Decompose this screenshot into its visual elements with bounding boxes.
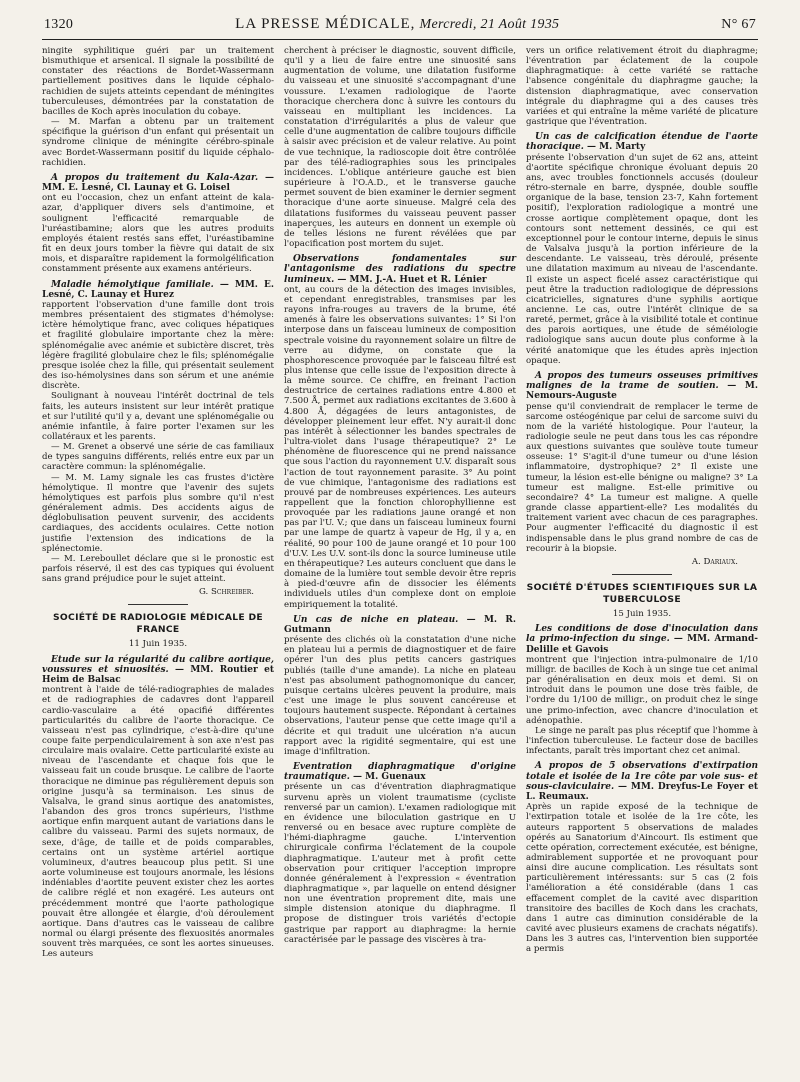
journal-title <box>235 16 559 33</box>
paragraph: — M. M. Lamy signale les cas frustes d'ictère hémolytique. Il montre que l'avenir des sujets hémolytiques est parfois plus sombre qu'il n'est généralement admis. Des accidents aigus de déglobulisation peuvent survenir, des accidents cardiaques, des accidents oculaires. Cette notion justifie l'extension des indications de la splénectomie. <box>42 472 274 554</box>
header-rule <box>42 39 758 40</box>
article-heading <box>42 280 274 300</box>
article-heading <box>284 762 516 782</box>
section-title: SOCIÉTÉ D'ÉTUDES SCIENTIFIQUES SUR LA TUBERCULOSE <box>526 582 758 606</box>
paragraph: présente des clichés où la constatation d'une niche en plateau lui a permis de diagnostiquer et de faire opérer l'un des plus petits cancers gastriques publiés (taille d'une amande). La niche en plateau n'est pas absolument pathognomonique du cancer, puisque certains ulcères peuvent la produire, mais c'est une image le plus souvent cancéreuse et toujours hautement suspecte. Répondant à certaines observations, l'auteur pense que cette image qu'il a décrite et qui traduit une ulcération n'a aucun rapport avec la rigidité segmentaire, qui est une image d'infiltration. <box>284 635 516 757</box>
article-heading <box>42 655 274 686</box>
paragraph: présente un cas d'éventration diaphragmatique survenu après un violent traumatisme (cycliste renversé par un camion). L'examen radiologique mit en évidence une biloculation gastrique en U renversé ou en besace avec rupture complète de l'hémi-diaphragme gauche. L'intervention chirurgicale confirma l'éclatement de la coupole diaphragmatique. L'auteur met à profit cette observation pour critiquer l'acception impropre donnée généralement à l'expression « éventration diaphragmatique », par laquelle on entend désigner non une éventration proprement dite, mais une simple distension atonique du diaphragme. Il propose de distinguer trois variétés d'ectopie gastrique par rapport au diaphragme: la hernie caractérisée par le passage des viscères à tra- <box>284 782 516 945</box>
section-date: 15 Juin 1935. <box>612 609 672 620</box>
article-authors: — MM. J.-A. Huet et R. Lénier <box>337 274 487 285</box>
article-heading <box>284 254 516 285</box>
article-authors: — MM. Armand-Delille et Gavois <box>526 634 759 655</box>
paragraph: rapportent l'observation d'une famille dont trois membres présentaient des stigmates d'hémolyse: ictère hémolytique franc, avec coliques hépatiques et fragilité globulaire importante chez la mère: splénomégalie avec anémie et subictère discret, très légère fragilité globulaire chez le fils; splénomégalie presque isolée chez la fille, qui présentait seulement des iso-hémolysines dans son sérum et une anémie discrète. <box>42 299 274 392</box>
article-authors: — M. Guenaux <box>353 772 426 783</box>
paragraph: ont eu l'occasion, chez un enfant atteint de kala-azar, d'appliquer divers sels d'antimoine, et soulignent l'efficacité remarquable de l'uréastibamine; alors que les autres produits employés étaient restés sans effet, l'uréastibamine fit en deux jours tomber la fièvre qui datait de six mois, et disparaître rapidement la formolgélification constamment présente aux examens antérieurs. <box>42 193 274 275</box>
article-heading <box>526 624 758 655</box>
signature: G. Schreiber. <box>198 587 254 598</box>
article-heading <box>526 132 758 152</box>
article-heading <box>42 173 274 193</box>
article-authors: — MM. Routier et Heim de Balsac <box>42 664 274 686</box>
paragraph: cherchent à préciser le diagnostic, souvent difficile, qu'il y a lieu de faire entre une sinuosité sans augmentation de volume, une dilatation fusiforme du vaisseau et une sinuosité s'accompagnant d'une voussure. L'examen radiologique de l'aorte thoracique cherchera donc à suivre les contours du vaisseau en multipliant les incidences. La constatation d'irrégularités a plus de valeur que celle d'une augmentation de calibre toujours difficile à saisir avec précision et de valeur relative. Au point de vue technique, la radioscopie doit être contrôlée par des télé-radiographies sous les principales incidences. L'oblique antérieure gauche est bien supérieure à l'O.A.D., et le transverse gauche permet souvent de bien examiner le dernier segment thoracique d'une aorte sinueuse. Malgré cela des dilatations fusiformes du vaisseau peuvent passer inaperçues, les auteurs en donnent un exemple où de telles lésions ne furent révélées que par l'opacification post mortem du sujet. <box>284 46 516 249</box>
article-authors: — M. R. Gutmann <box>284 614 516 635</box>
article-authors: — MM. E. Lesné, C. Launay et Hurez <box>42 279 274 300</box>
section-date: 11 Juin 1935. <box>128 639 188 650</box>
section-title: SOCIÉTÉ DE RADIOLOGIE MÉDICALE DE FRANCE <box>53 612 263 636</box>
issue-date: Mercredi, 21 Août 1935 <box>419 17 560 32</box>
issue-number: N° 67 <box>721 17 756 32</box>
article-heading <box>526 761 758 802</box>
article-title: A propos de 5 observations d'extirpation totale et isolée de la 1re côte par voie sus- et sous-claviculaire. <box>526 761 758 792</box>
article-title: Observations fondamentales sur l'antagonisme des radiations du spectre lumineux. <box>284 254 516 285</box>
article-title: Un cas de calcification étendue de l'aorte thoracique. <box>526 132 758 153</box>
paragraph: ningite syphilitique guéri par un traitement bismuthique et arsenical. Il signale la possibilité de constater des réactions de Bordet-Wassermann partiellement positives dans le liquide céphalo-rachidien de sujets atteints cependant de méningites tuberculeuses, démontrées par la constatation de bacilles de Koch après inoculation du cobaye. <box>42 46 274 117</box>
separator <box>612 574 672 575</box>
article-title: A propos des tumeurs osseuses primitives malignes de la trame de soutien. <box>526 370 758 392</box>
page-header <box>42 16 758 33</box>
paragraph: montrent que l'injection intra-pulmonaire de 1/10 milligr. de bacilles de Koch à un singe tue cet animal par généralisation en deux mois et demi. Si on introduit dans le poumon une dose très faible, de l'ordre du 1/100 de milligr., on produit chez le singe une primo-infection, avec chancre d'inoculation et adénopathie. <box>526 654 758 726</box>
columns <box>42 46 758 959</box>
paragraph: Soulignant à nouveau l'intérêt doctrinal de tels faits, les auteurs insistent sur leur intérêt pratique et sur l'utilité qu'il y a, devant une splénomégalie ou anémie infantile, à faire porter l'examen sur les collatéraux et les parents. <box>42 391 274 442</box>
article-authors: — M. Marty <box>587 142 646 153</box>
page-number: 1320 <box>44 17 74 32</box>
article-title: Un cas de niche en plateau. <box>293 614 459 625</box>
article-title: Maladie hémolytique familiale. <box>51 279 214 290</box>
paragraph: vers un orifice relativement étroit du diaphragme; l'éventration par éclatement de la coupole diaphragmatique: à cette variété se rattache l'absence congénitale du diaphragme gauche; la distension diaphragmatique, avec conservation intégrale du diaphragme qui a des causes très variées et qui entraîne la même variété de plicature gastrique que l'éventration. <box>526 46 758 128</box>
paragraph: — M. Marfan a obtenu par un traitement spécifique la guérison d'un enfant qui présentait un syndrome clinique de méningite cérébro-spinale avec Bordet-Wassermann positif du liquide céphalo-rachidien. <box>42 117 274 168</box>
journal-name: LA PRESSE MÉDICALE, <box>235 16 416 32</box>
article-heading <box>526 371 758 402</box>
paragraph: pense qu'il conviendrait de remplacer le terme de sarcome ostéogénique par celui de sarcome suivi du nom de la variété histologique. Pour l'auteur, la radiologie seule ne peut dans tous les cas répondre aux questions suivantes que soulève toute tumeur osseuse: 1° S'agit-il d'une tumeur ou d'une lésion inflammatoire, dystrophique? 2° Il existe une tumeur, la lésion est-elle bénigne ou maligne? 3° La tumeur est maligne. Est-elle primitive ou secondaire? 4° La tumeur est maligne. A quelle grande classe appartient-elle? Les modalités du traitement varient avec chacun de ces paragraphes. Pour augmenter l'efficacité du diagnostic il est indispensable dans le plus grand nombre de cas de recourir à la biopsie. <box>526 401 758 554</box>
article-title: Les conditions de dose d'inoculation dans la primo-infection du singe. <box>526 624 758 645</box>
separator <box>128 604 188 605</box>
signature: A. Dariaux. <box>691 556 738 567</box>
article-title: Etude sur la régularité du calibre aortique, voussures et sinuosités. <box>42 654 274 675</box>
paragraph: Après un rapide exposé de la technique de l'extirpation totale et isolée de la 1re côte, les auteurs rapportent 5 observations de malades opérés au Sanatorium d'Aincourt. Ils estiment que cette opération, correctement exécutée, est bénigne, admirablement supportée et ne provoquant pour ainsi dire aucune complication. Les résultats sont particulièrement intéressants: sur 5 cas (2 fois l'amélioration a été considérable (dans 1 cas effacement complet de la cavité avec disparition transitoire des bacilles de Koch dans les crachats, dans 1 autre cas diminution considérable de la cavité avec plusieurs examens de crachats négatifs). Dans les 3 autres cas, l'intervention bien supportée a permis <box>526 802 758 955</box>
article-authors: — MM. Dreyfus-Le Foyer et L. Reumaux. <box>526 781 758 802</box>
paragraph: ont, au cours de la détection des images invisibles, et cependant enregistrables, transmises par les rayons infra-rouges au travers de la brume, été amenés à faire les observations suivantes: 1° Si l'on interpose dans un faisceau lumineux de composition spectrale voisine du rayonnement solaire un filtre de verre au didyme, on constate que la phosphorescence provoquée par le faisceau filtré est plus intense que celle issue de l'exposition directe à la même source. Ce chiffre, en freinant l'action destructrice de certaines radiations entre 4.800 et 7.500 Å, permet aux radiations excitantes de 3.600 à 4.800 Å, dégagées de leurs antagonistes, de développer pleinement leur effet. N'y aurait-il donc pas intérêt à sélectionner les bandes spectrales de l'ultra-violet dans l'usage thérapeutique? 2° Le phénomène de fluorescence qui ne prend naissance que sous l'action du rayonnement U.V. disparaît sous l'action de tout rayonnement parasite. 3° Au point de vue chimique, l'antagonisme des radiations est prouvé par de nombreuses expériences. Les auteurs rappellent que la fonction chlorophyllienne est provoquée par les radiations jaune orangé et non pas par l'U. V.; que dans un faisceau lumineux fourni par une lampe de quartz à vapeur de Hg, il y a, en réalité, 90 pour 100 de jaune orangé et 10 pour 100 d'U.V. Les U.V. sont-ils donc la source lumineuse utile en thérapeutique? Les auteurs concluent que dans le domaine de la lumière tout semble devoir être repris à pied-d'œuvre afin de dissocier les éléments individuels utiles d'un complexe dont on emploie empiriquement la totalité. <box>284 284 516 610</box>
paragraph: montrent à l'aide de télé-radiographies de malades et de radiographies de cadavres dont l'appareil cardio-vasculaire a été opacifié différentes particularités du calibre de l'aorte thoracique. Ce vaisseau n'est pas cylindrique, c'est-à-dire qu'une coupe faite perpendiculairement à son axe n'est pas circulaire mais ovalaire. Cette particularité existe au niveau de l'ascendante et chaque fois que le vaisseau fait un coude brusque. Le calibre de l'aorte thoracique ne diminue pas régulièrement depuis son origine jusqu'à sa terminaison. Les sinus de Valsalva, le grand sinus aortique des anatomistes, l'abandon des gros troncs supérieurs, l'isthme aortique enfin marquent autant de variations dans le calibre du vaisseau. Parmi des sujets normaux, de sexe, d'âge, de taille et de poids comparables, certains ont un système artériel aortique volumineux, d'autres beaucoup plus petit. Si une aorte volumineuse est toujours anormale, les lésions indéniables d'aortite peuvent exister chez les aortes de calibre réglé et non exagéré. Les auteurs ont précédemment montré que l'aorte pathologique pouvait être allongée et élargie, d'où déroulement aortique. Dans d'autres cas le vaisseau de calibre normal ou élargi présente des flexuosités anormales souvent très marquées, ce sont les aortes sinueuses. Les auteurs <box>42 685 274 960</box>
paragraph: Le singe ne paraît pas plus réceptif que l'homme à l'infection tuberculeuse. Le facteur dose de bacilles infectants, paraît très important chez cet animal. <box>526 725 758 757</box>
article-authors: — M. Nemours-Auguste <box>526 381 758 402</box>
column-1 <box>42 46 274 959</box>
article-authors: — MM. E. Lesné, Cl. Launay et G. Loisel <box>42 172 274 194</box>
article-title: Eventration diaphragmatique d'origine traumatique. <box>284 762 516 783</box>
column-3 <box>526 46 758 959</box>
paragraph: — M. Grenet a observé une série de cas familiaux de types sanguins différents, reliés entre eux par un caractère commun: la splénomégalie. <box>42 442 274 473</box>
article-heading <box>284 615 516 635</box>
paragraph: — M. Lereboullet déclare que si le pronostic est parfois réservé, il est des cas typiques qui évoluent sans grand préjudice pour le sujet atteint. <box>42 553 274 585</box>
column-2 <box>284 46 516 959</box>
article-title: A propos du traitement du Kala-Azar. <box>51 172 259 183</box>
paragraph: présente l'observation d'un sujet de 62 ans, atteint d'aortite spécifique chronique évoluant depuis 20 ans, avec troubles fonctionnels accusés (douleur rétro-sternale en barre, dyspnée, double souffle organique de la base, tension 23-7, Kahn fortement positif), l'exploration radiologique a montré une crosse aortique complètement opaque, dont les contours sont nettement dessinés, ce qui est exceptionnel pour le contour interne, depuis le sinus de Valsalva jusqu'à la portion inférieure de la descendante. Le vaisseau, très déroulé, présente une dilatation maximum au niveau de l'ascendante. Il existe un aspect ficelé assez caractéristique qui peut être la traduction radiologique de dépressions cicatricielles, signatures d'une syphilis aortique ancienne. Le cas, outre l'intérêt clinique de sa rareté, permet, grâce à la visibilité totale et continue des parois aortiques, une étude de séméiologie radiologique sans aucun doute plus conforme à la vérité anatomique que les études après injection opaque. <box>526 152 758 366</box>
